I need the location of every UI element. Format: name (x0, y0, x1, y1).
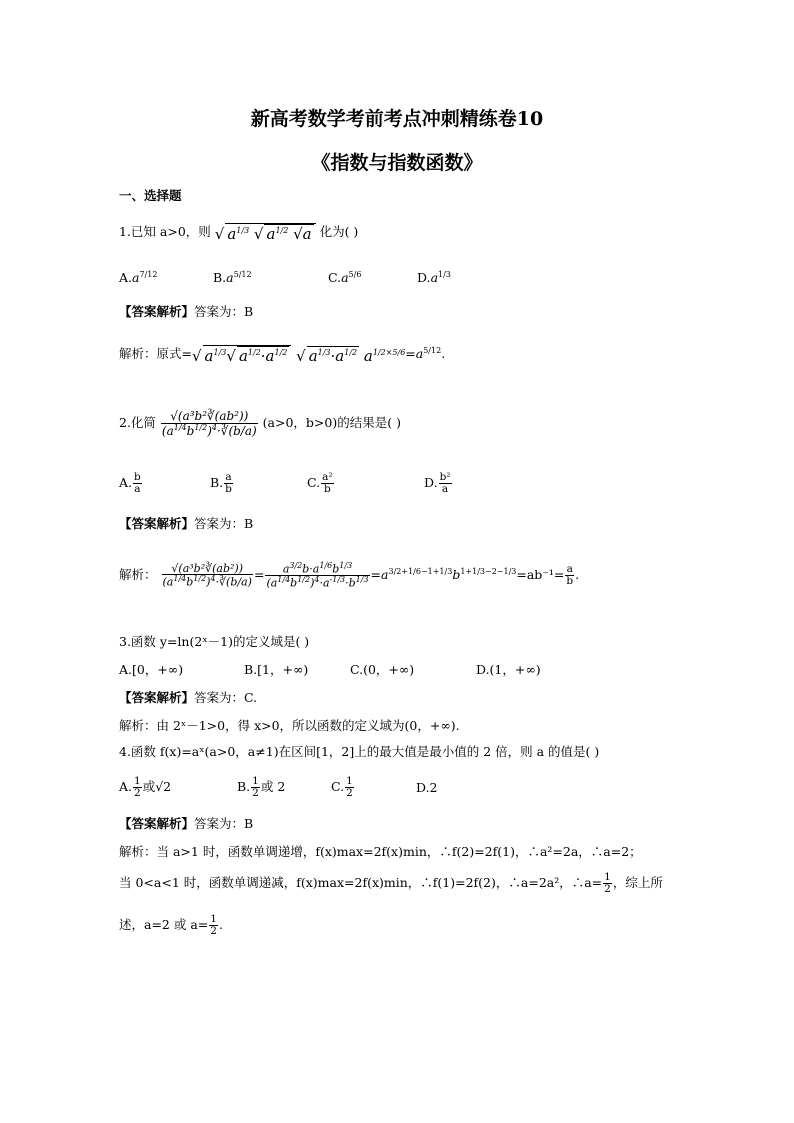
q1-stem-pre: 1.已知 a>0，则 (119, 224, 211, 239)
q3-answer: 【答案解析】答案为：C. (119, 690, 258, 705)
page-subtitle: 《指数与指数函数》 (311, 152, 483, 174)
q2-option-d[interactable]: D. $\frac{\text{b²}}{a}$ (424, 471, 451, 496)
q1-option-b[interactable]: $B.a^{5/12}$ (213, 270, 252, 286)
q1-solution: 解析：原式=√ $a^{1/3}√$ $a^{1/2}\cdot a^{1/2}$ √ $a^{1/3}\cdot a^{1/2}$ $a^{1/2\times 5/6}=a^{5/12}$. (119, 345, 446, 365)
q1-stem (119, 222, 358, 243)
q1-option-d[interactable]: $D.a^{1/3}$ (417, 270, 451, 286)
q4-option-a[interactable]: A. $\frac{1}{2}$ 或√2 (119, 775, 172, 800)
q2-option-a[interactable]: A. $\frac{b}{a}$ (119, 471, 141, 496)
section-heading: 一、选择题 (119, 188, 182, 203)
q4-solution-line3: 述，a=2 或 a= $\frac{1}{2}$ . (119, 913, 223, 938)
q3-option-d[interactable]: D.(1，+∞) (476, 662, 541, 677)
q4-option-c[interactable]: C. $\frac{1}{2}$ (331, 775, 353, 800)
q3-stem: 3.函数 y=ln(2ˣ－1)的定义域是( ) (119, 634, 310, 649)
q4-option-b[interactable]: B. $\frac{1}{2}$ 或 2 (237, 775, 286, 800)
q4-option-d[interactable]: D.2 (416, 780, 438, 795)
q3-solution: 解析：由 2ˣ－1>0，得 x>0，所以函数的定义域为(0，+∞). (119, 718, 460, 733)
q4-solution-line1: 解析：当 a>1 时，函数单调递增，f(x)max=2f(x)min，∴f(2)=2f(1)，∴a²=2a，∴a=2； (119, 844, 642, 859)
q4-stem: 4.函数 f(x)=aˣ(a>0，a≠1)在区间[1，2]上的最大值是最小值的 2 倍，则 a 的值是( ) (119, 744, 600, 759)
q3-option-c[interactable]: C.(0，+∞) (350, 662, 415, 677)
q1-answer: 【答案解析】答案为：B (119, 304, 254, 319)
q3-option-a[interactable]: A.[0，+∞) (119, 662, 184, 677)
q1-radical: √ $a^{1/3}$ √ $a^{1/2}$ √a (215, 225, 316, 243)
q2-stem: 2.化简 $\frac{\text{√(a³b²∛(ab²))}}{(a^{1/4}b^{1/2})^4\cdot∛(b/a)}$ (a>0，b>0)的结果是( ) (119, 409, 401, 438)
page-title: 新高考数学考前考点冲刺精练卷10 (250, 108, 544, 130)
q1-option-c[interactable]: $C.a^{5/6}$ (328, 270, 362, 286)
q2-solution: 解析： $\frac{\text{√(a³b²∛(ab²))}}{(a^{1/4}b^{1/2})^4\cdot∛(b/a)}$ = $\frac{a^{3/2}b\cdot a^{1/6}b^{1/3}}{(a^{1/4}b^{1/2})^4\cdot a^{-1/3}\cdot b^{1/3}}$ $=a^{3/2+1/6-1+1/3}b^{1+1/3-2-1/3}=ab^{-1}=$ $\frac{a}{b}$ . (119, 561, 580, 590)
q1-result-exp: 5/12 (423, 345, 442, 355)
q2-option-c[interactable]: C. $\frac{\text{a²}}{b}$ (307, 471, 333, 496)
q4-solution-line2: 当 0<a<1 时，函数单调递减，f(x)max=2f(x)min，∴f(1)=2f(2)，∴a=2a²，∴a= $\frac{1}{2}$ ，综上所 (119, 871, 663, 896)
q2-expression: $\frac{\text{√(a³b²∛(ab²))}}{(a^{1/4}b^{1/2})^4\cdot∛(b/a)}$ (161, 409, 257, 438)
q3-option-b[interactable]: B.[1，+∞) (244, 662, 309, 677)
q2-option-b[interactable]: B. $\frac{a}{b}$ (210, 471, 232, 496)
q4-answer: 【答案解析】答案为：B (119, 816, 254, 831)
q1-stem-post: 化为( ) (319, 224, 359, 239)
q1-option-a[interactable]: $A.a^{7/12}$ (119, 270, 158, 286)
q2-answer: 【答案解析】答案为：B (119, 516, 254, 531)
